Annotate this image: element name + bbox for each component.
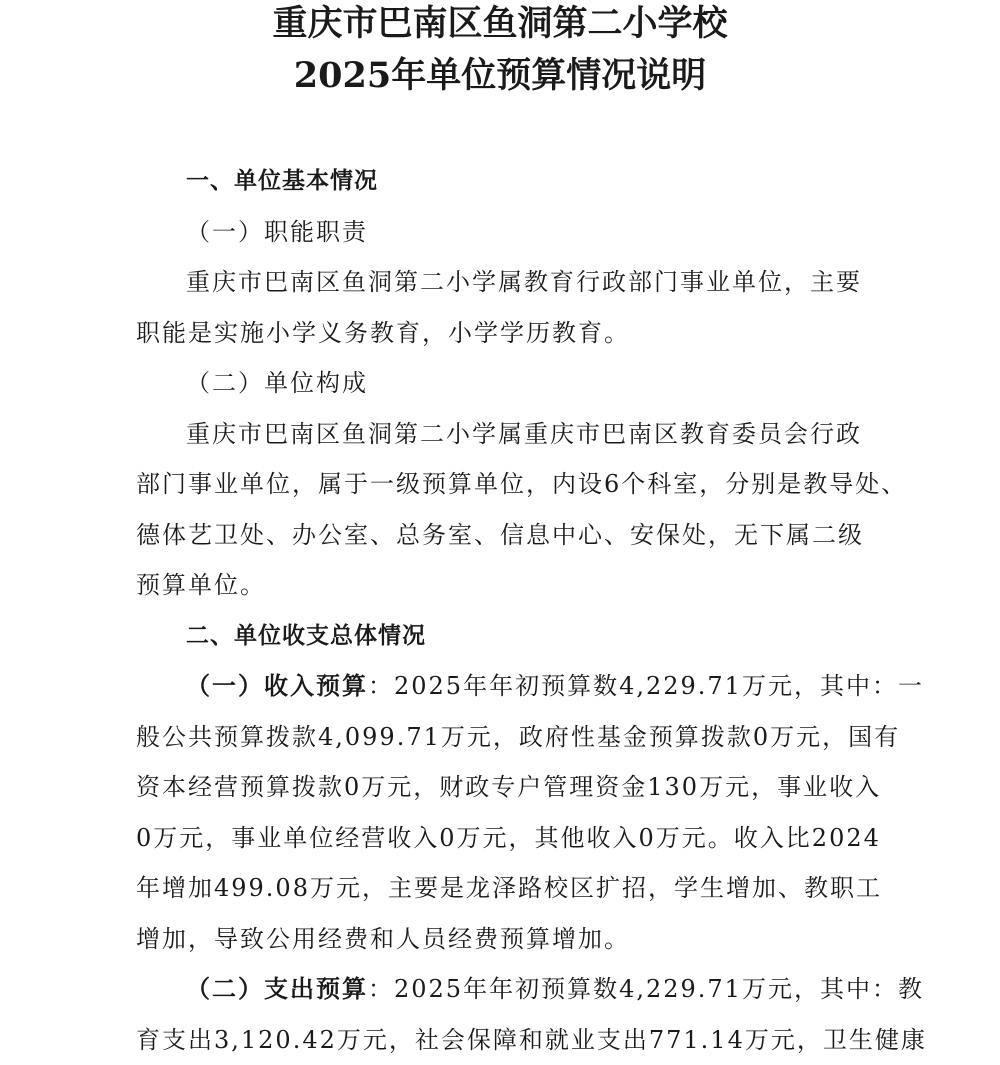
paragraph-line [136,964,896,1015]
paragraph-line: 重庆市巴南区鱼洞第二小学属教育行政部门事业单位，主要 [136,257,896,308]
paragraph-duties [136,257,896,358]
paragraph-income-budget [136,661,896,964]
paragraph-line: 育支出3,120.42万元，社会保障和就业支出771.14万元，卫生健康 [136,1015,896,1065]
document-body [136,156,896,1065]
paragraph-expense-budget [136,964,896,1065]
section-heading-basic-info: 一、单位基本情况 [136,156,896,207]
document-title-line2: 2025年单位预算情况说明 [0,56,1000,96]
subsection-heading-duties: （一）职能职责 [136,207,896,258]
paragraph-line: 资本经营预算拨款0万元，财政专户管理资金130万元，事业收入 [136,762,896,813]
paragraph-line: 预算单位。 [136,560,896,611]
paragraph-line: 重庆市巴南区鱼洞第二小学属重庆市巴南区教育委员会行政 [136,409,896,460]
paragraph-line: 年增加499.08万元，主要是龙泽路校区扩招，学生增加、教职工 [136,863,896,914]
section-heading-budget-overview: 二、单位收支总体情况 [136,611,896,662]
paragraph-line: 德体艺卫处、办公室、总务室、信息中心、安保处，无下属二级 [136,510,896,561]
document-title-line1: 重庆市巴南区鱼洞第二小学校 [0,4,1000,44]
expense-budget-label: （二）支出预算 [186,974,368,1003]
paragraph-line: 0万元，事业单位经营收入0万元，其他收入0万元。收入比2024 [136,813,896,864]
paragraph-line: 般公共预算拨款4,099.71万元，政府性基金预算拨款0万元，国有 [136,712,896,763]
subsection-heading-composition: （二）单位构成 [136,358,896,409]
paragraph-line: 职能是实施小学义务教育，小学学历教育。 [136,308,896,359]
paragraph-line [136,661,896,712]
income-budget-label: （一）收入预算 [186,671,368,700]
paragraph-line: 增加，导致公用经费和人员经费预算增加。 [136,914,896,965]
paragraph-composition [136,409,896,611]
income-budget-text: ：2025年年初预算数4,229.71万元，其中：一 [368,672,924,700]
paragraph-line: 部门事业单位，属于一级预算单位，内设6个科室，分别是教导处、 [136,459,896,510]
expense-budget-text: ：2025年年初预算数4,229.71万元，其中：教 [368,975,924,1003]
